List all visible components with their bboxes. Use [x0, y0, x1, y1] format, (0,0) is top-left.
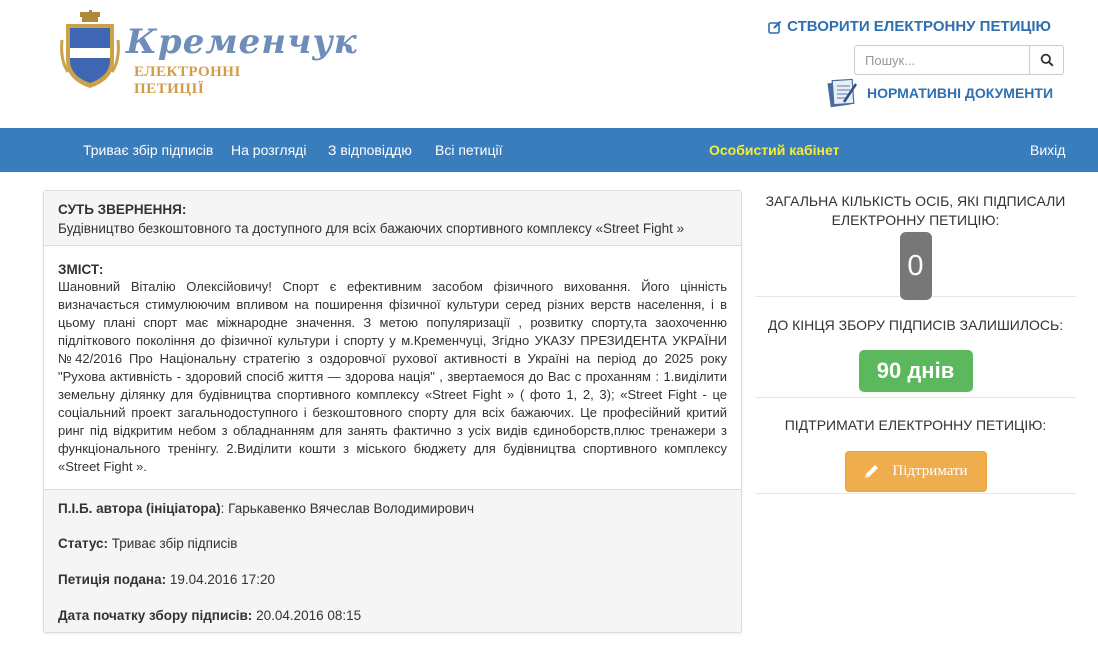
normative-docs-label: НОРМАТИВНІ ДОКУМЕНТИ — [867, 84, 1054, 101]
summary-text: Будівництво безкоштовного та доступного для всіх бажаючих спортивного комплексу «Street Fight » — [58, 221, 685, 236]
nav-collecting[interactable]: Триває збір підписів — [83, 142, 214, 158]
signature-count-badge: 0 — [900, 232, 932, 300]
search-button[interactable] — [1029, 45, 1064, 75]
signatures-block — [755, 190, 1076, 297]
remaining-title: ДО КІНЦЯ ЗБОРУ ПІДПИСІВ ЗАЛИШИЛОСЬ: — [767, 317, 1064, 333]
content-text: Шановний Віталію Олексійовичу! Спорт є ефективним засобом фізичного виховання. Його цінність визначається стимулюючим впливом на поширення фізичної культури серед різних верств населення, і в цьому плані спорт має міжнародне значення. З метою популяризації , розвитку спорту,та заохоченню підліткового покоління до фізичної культури і спорту у м.Кременчуці, Згідно УКАЗУ ПРЕЗИДЕНТА УКРАЇНИ №42/2016 Про Національну стратегію з оздоровчої рухової активності в Україні на період до 2025 року "Рухова активність - здоровий спосіб життя — здорова нація" , звертаемося до Вас с проханням : 1.виділити земельну ділянку для будівництва спортивного комплексу «Street Fight » ( фото 1, 2, 3); «Street Fight - це соціальний проект загальнодоступного і безкоштовного спорту для всіх бажаючих. Це професійний критий ринг під відкритим небом з обладнанням для занять фактично з усіх видів єдиноборств,плюс тренажери з функціонального тренінгу. 2.Виділити кошти з міського бюджету для будівництва спортивного комплексу «Street Fight ». — [58, 279, 727, 474]
status-label: Статус: — [58, 536, 108, 551]
status-value: Триває збір підписів — [111, 536, 238, 551]
documents-icon — [826, 76, 859, 109]
pencil-icon — [863, 463, 880, 480]
nav-all-petitions[interactable]: Всі петиції — [435, 142, 503, 158]
create-petition-label: СТВОРИТИ ЕЛЕКТРОННУ ПЕТИЦІЮ — [787, 18, 1051, 35]
search-input[interactable] — [854, 45, 1029, 75]
create-petition-link[interactable] — [768, 18, 1051, 35]
start-date-label: Дата початку збору підписів: — [58, 608, 253, 623]
remaining-block — [755, 297, 1076, 398]
header — [0, 0, 1098, 128]
days-remaining-badge: 90 днів — [859, 350, 973, 392]
start-date-value: 20.04.2016 08:15 — [256, 608, 362, 623]
content-label: ЗМІСТ: — [58, 262, 104, 277]
support-button[interactable] — [845, 451, 987, 492]
normative-docs-link[interactable] — [826, 76, 1053, 109]
nav-under-review[interactable]: На розгляді — [231, 142, 307, 158]
author-label: П.І.Б. автора (ініціатора) — [58, 501, 221, 516]
petition-summary — [44, 191, 741, 246]
submitted-row — [58, 572, 275, 587]
submitted-value: 19.04.2016 17:20 — [169, 572, 275, 587]
start-date-row — [58, 608, 361, 623]
logo-title: Кременчук — [126, 22, 358, 62]
coat-of-arms-icon — [60, 10, 120, 90]
support-button-label: Підтримати — [892, 463, 968, 479]
search-form — [854, 45, 1064, 75]
search-icon — [1040, 53, 1054, 67]
petition-panel — [43, 190, 742, 633]
status-row — [58, 536, 237, 551]
petition-details — [44, 489, 741, 632]
support-title: ПІДТРИМАТИ ЕЛЕКТРОННУ ПЕТИЦІЮ: — [784, 417, 1047, 433]
summary-label: СУТЬ ЗВЕРНЕННЯ: — [58, 202, 187, 217]
author-row: П.І.Б. автора (ініціатора): Гарькавенко Вячеслав Володимирович — [58, 501, 474, 516]
nav-personal-cabinet[interactable]: Особистий кабінет — [709, 142, 840, 158]
site-logo[interactable] — [60, 10, 358, 97]
nav-logout[interactable]: Вихід — [1030, 142, 1066, 158]
signatures-title: ЗАГАЛЬНА КІЛЬКІСТЬ ОСІБ, ЯКІ ПІДПИСАЛИ ЕЛЕКТРОННУ ПЕТИЦІЮ: — [765, 193, 1066, 228]
submitted-label: Петиція подана: — [58, 572, 167, 587]
support-block — [755, 398, 1076, 494]
petition-content — [44, 247, 741, 489]
main-navbar — [0, 128, 1098, 172]
nav-answered[interactable]: З відповіддю — [328, 142, 412, 158]
edit-icon — [768, 20, 782, 34]
logo-subtitle: ЕЛЕКТРОННІ ПЕТИЦІЇ — [134, 64, 241, 97]
author-value: Гарькавенко Вячеслав Володимирович — [228, 501, 474, 516]
